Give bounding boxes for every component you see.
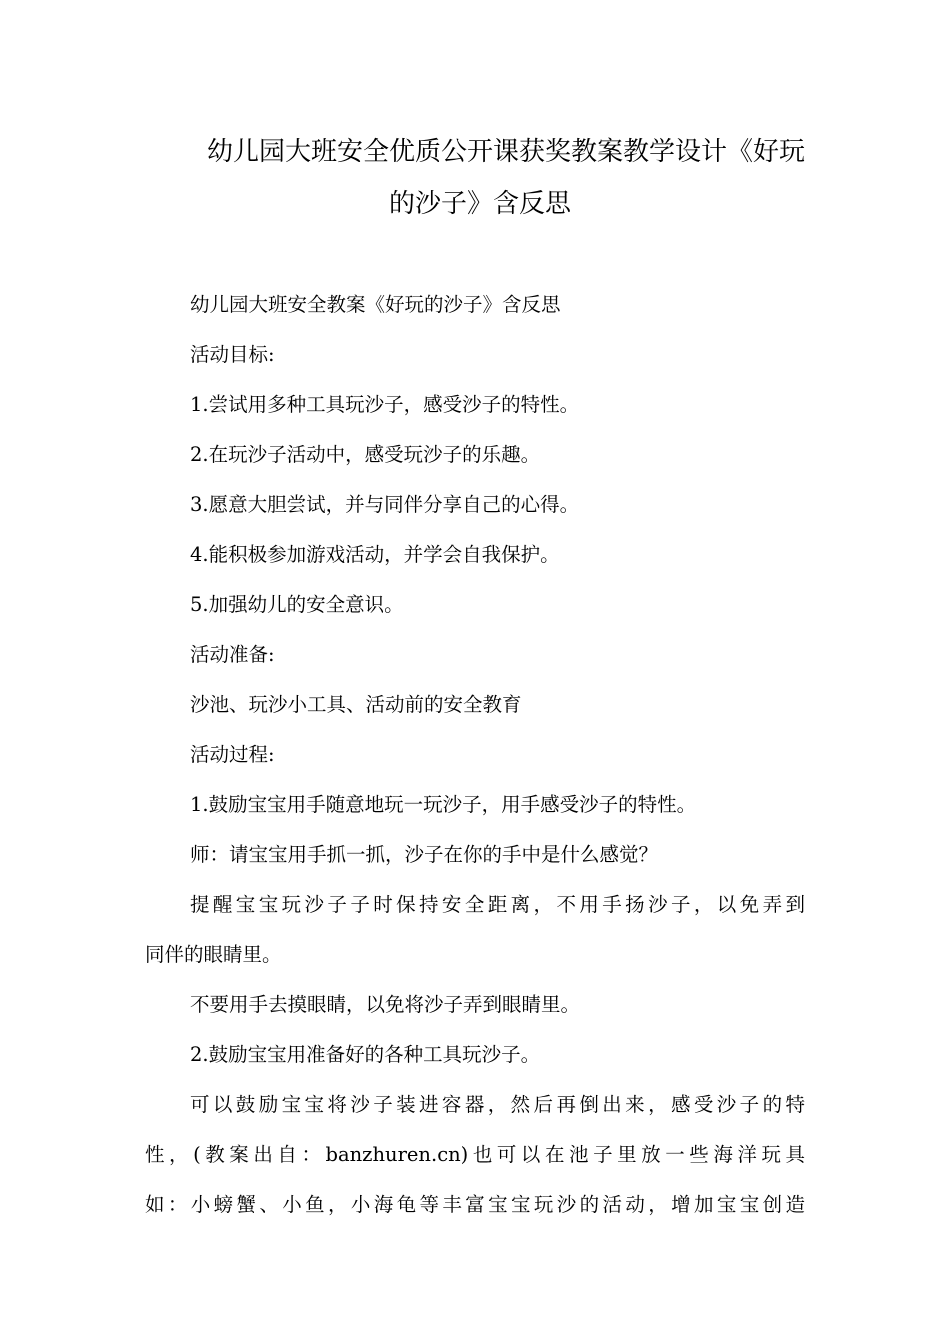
paragraph: 师：请宝宝用手抓一抓，沙子在你的手中是什么感觉？ — [190, 843, 659, 866]
paragraph-line: 性，(教案出自：banzhuren.cn)也可以在池子里放一些海洋玩具 — [145, 1143, 805, 1166]
paragraph: 沙池、玩沙小工具、活动前的安全教育 — [190, 693, 522, 716]
paragraph-line: 如：小螃蟹、小鱼，小海龟等丰富宝宝玩沙的活动，增加宝宝创造 — [145, 1193, 805, 1216]
section-heading: 活动目标: — [190, 343, 275, 366]
list-item: 4.能积极参加游戏活动，并学会自我保护。 — [190, 543, 560, 566]
list-item: 1.鼓励宝宝用手随意地玩一玩沙子，用手感受沙子的特性。 — [190, 793, 697, 816]
paragraph: 不要用手去摸眼睛，以免将沙子弄到眼睛里。 — [190, 993, 581, 1016]
section-heading: 活动过程: — [190, 743, 275, 766]
document-body — [145, 280, 805, 1230]
list-item: 5.加强幼儿的安全意识。 — [190, 593, 404, 616]
list-item: 3.愿意大胆尝试，并与同伴分享自己的心得。 — [190, 493, 580, 516]
document-title — [150, 126, 810, 230]
paragraph-line: 同伴的眼睛里。 — [145, 943, 282, 966]
title-line-1: 幼儿园大班安全优质公开课获奖教案教学设计《好玩 — [206, 137, 805, 167]
list-item: 2.在玩沙子活动中，感受玩沙子的乐趣。 — [190, 443, 541, 466]
title-line-2: 的沙子》含反思 — [388, 189, 571, 219]
list-item: 1.尝试用多种工具玩沙子，感受沙子的特性。 — [190, 393, 580, 416]
paragraph-line: 可以鼓励宝宝将沙子装进容器，然后再倒出来，感受沙子的特 — [190, 1093, 805, 1116]
list-item: 2.鼓励宝宝用准备好的各种工具玩沙子。 — [190, 1043, 541, 1066]
section-heading: 活动准备: — [190, 643, 275, 666]
paragraph-line: 提醒宝宝玩沙子子时保持安全距离，不用手扬沙子，以免弄到 — [190, 893, 805, 916]
paragraph: 幼儿园大班安全教案《好玩的沙子》含反思 — [190, 293, 561, 316]
